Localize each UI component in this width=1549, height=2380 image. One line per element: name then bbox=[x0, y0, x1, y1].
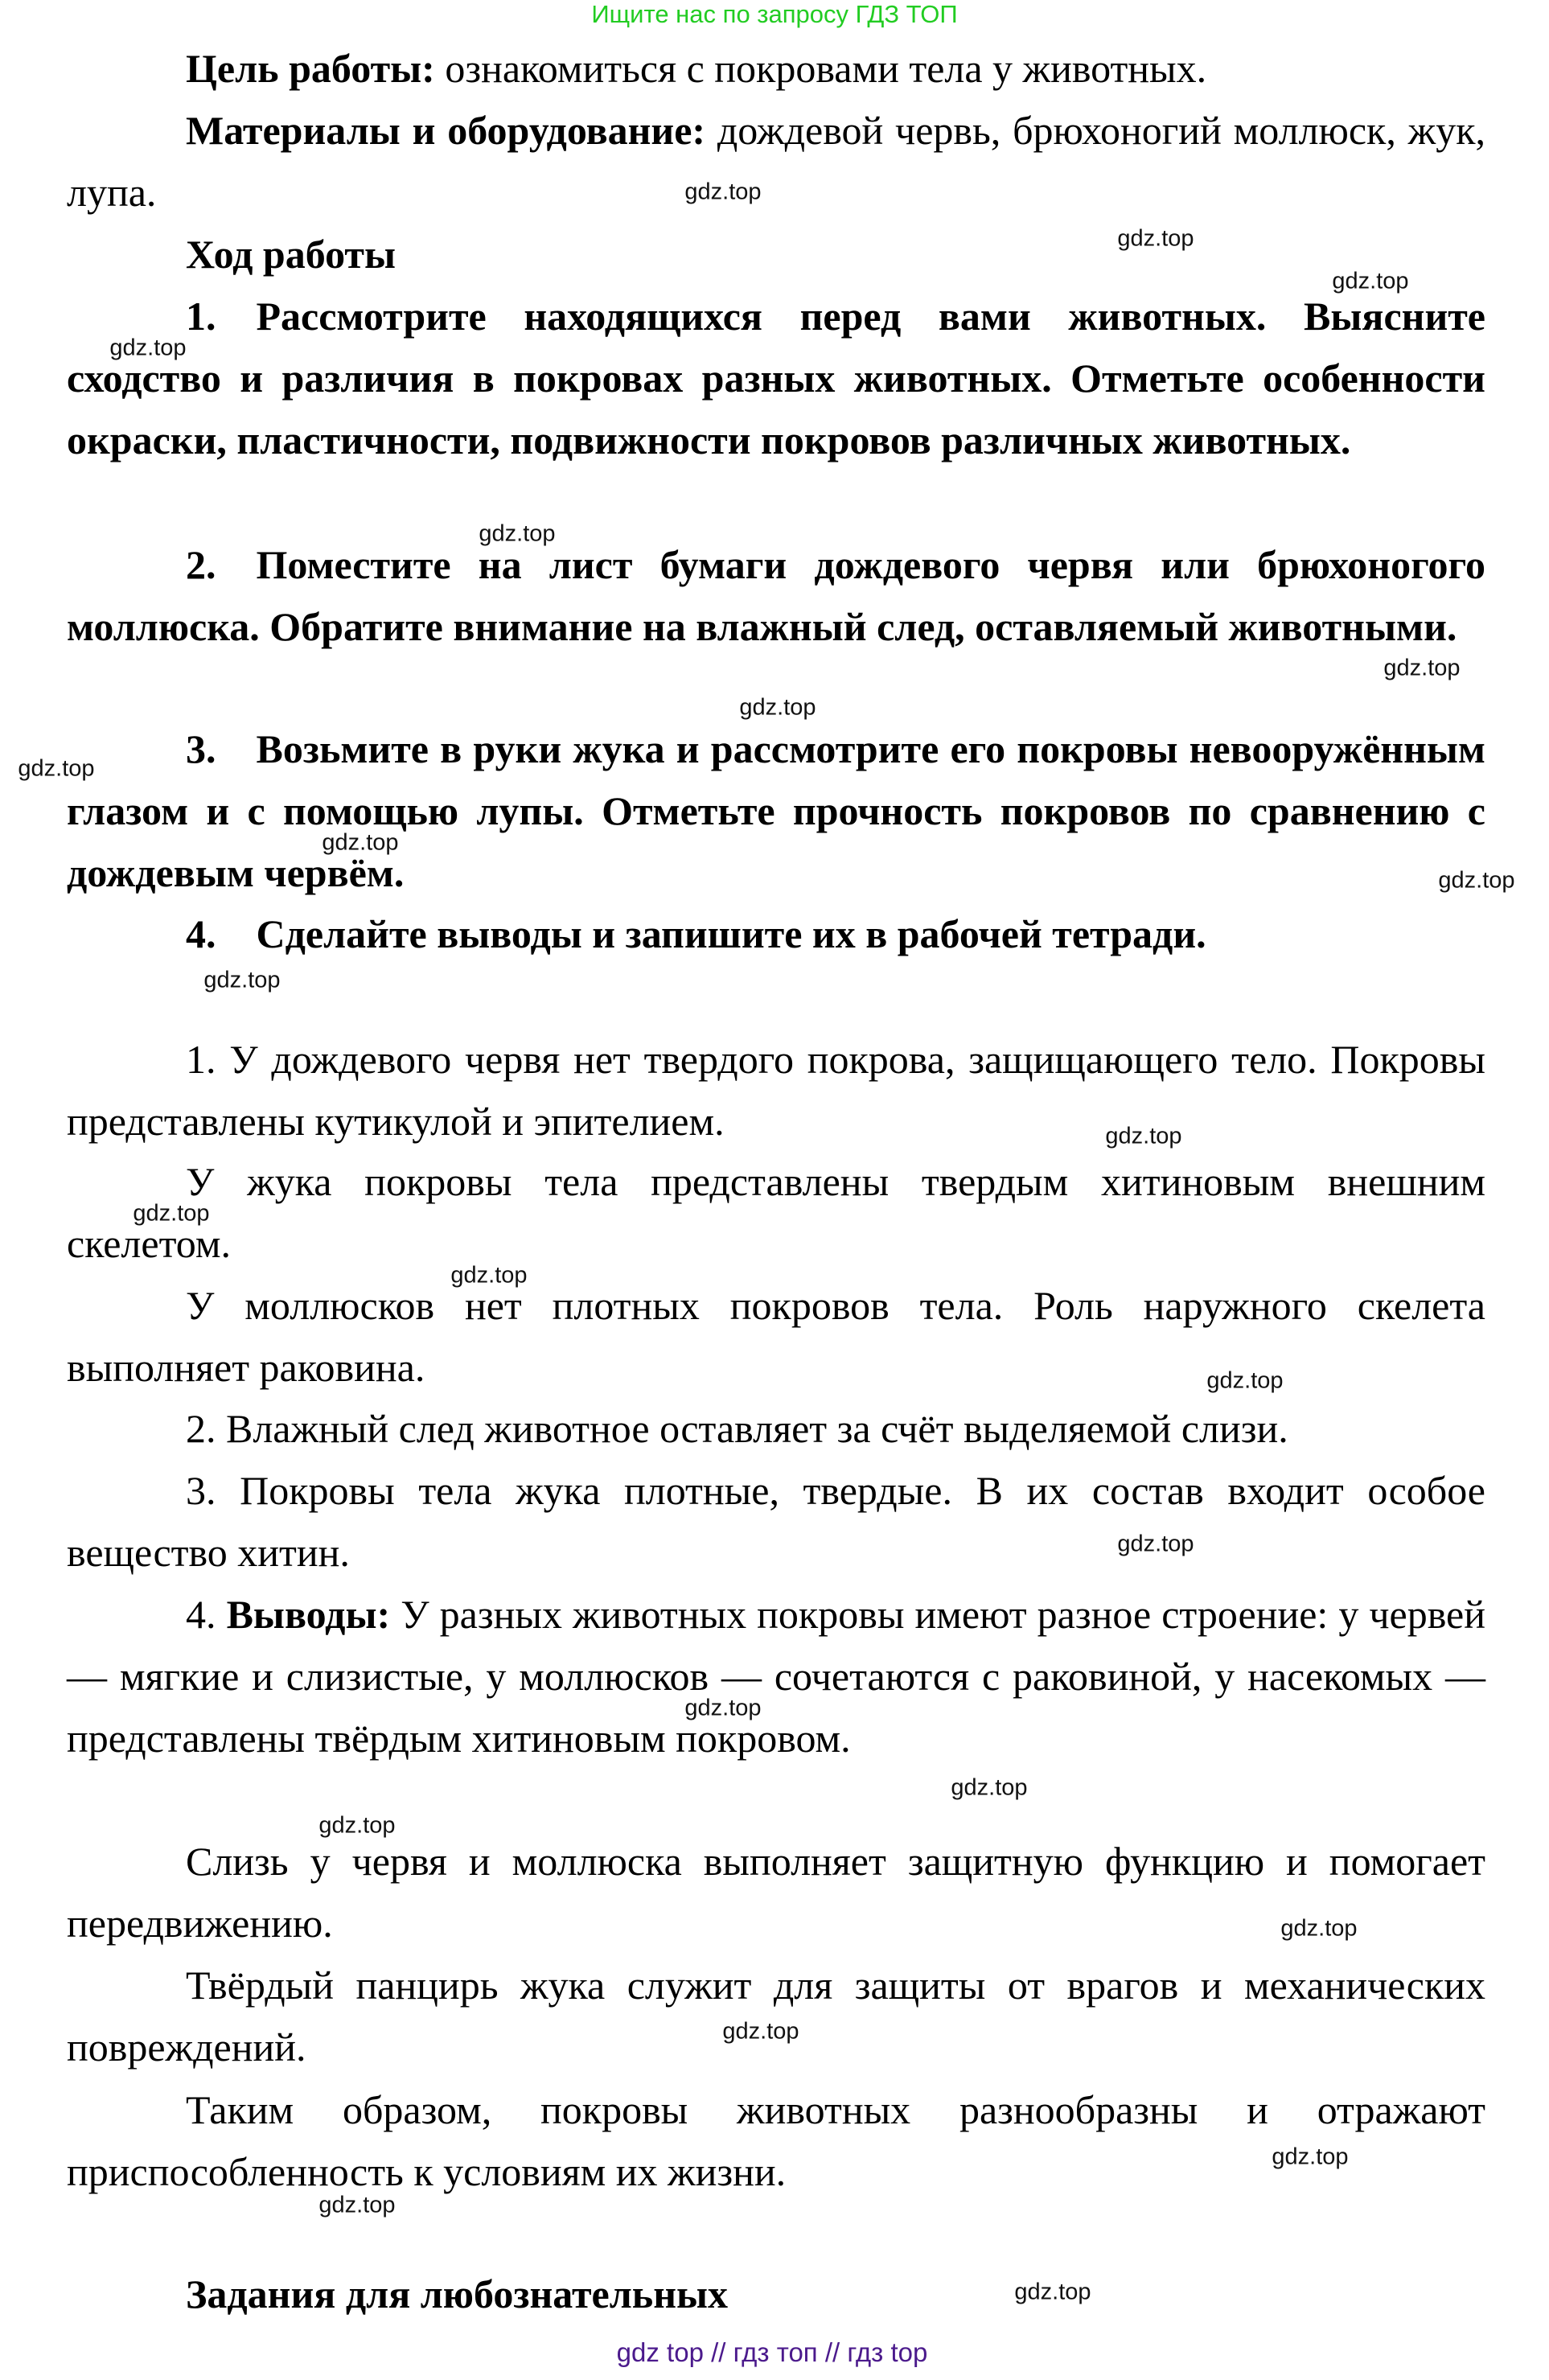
watermark: gdz.top bbox=[109, 335, 187, 361]
watermark: gdz.top bbox=[322, 829, 399, 856]
goal-label: Цель работы: bbox=[186, 46, 435, 91]
watermark: gdz.top bbox=[479, 520, 556, 547]
watermark: gdz.top bbox=[203, 967, 281, 993]
answer-4-summary: Таким образом, покровы животных разнообразны и отражают приспособленность к условиям их жизни. bbox=[67, 2087, 1485, 2194]
watermark: gdz.top bbox=[1014, 2279, 1091, 2305]
answer-4-text: У разных животных покровы имеют разное строение: у червей — мягкие и слизистые, у моллюсков — сочетаются с раковиной, у насекомых — представлены твёрдым хитиновым покровом. bbox=[67, 1592, 1485, 1761]
watermark: gdz.top bbox=[739, 694, 816, 721]
materials-paragraph bbox=[67, 100, 1485, 224]
watermark: gdz.top bbox=[1117, 225, 1194, 252]
watermark: gdz.top bbox=[318, 1812, 396, 1839]
answer-4-number: 4. bbox=[186, 1592, 227, 1637]
watermark: gdz.top bbox=[1105, 1123, 1182, 1149]
watermark: gdz.top bbox=[450, 1262, 528, 1289]
goal-paragraph bbox=[67, 38, 1485, 100]
watermark: gdz.top bbox=[1206, 1367, 1284, 1394]
watermark: gdz.top bbox=[1438, 867, 1515, 894]
step-1: 1. Рассмотрите находящихся перед вами животных. Выясните сходство и различия в покровах разных животных. Отметьте особенности окраски, пластичности, подвижности покровов различных животных. bbox=[67, 294, 1485, 462]
watermark: gdz.top bbox=[18, 755, 95, 782]
goal-text: ознакомиться с покровами тела у животных. bbox=[434, 46, 1207, 91]
answer-3: 3. Покровы тела жука плотные, твердые. В их состав входит особое вещество хитин. bbox=[67, 1468, 1485, 1575]
answer-1-mollusc: У моллюсков нет плотных покровов тела. Роль наружного скелета выполняет раковина. bbox=[67, 1283, 1485, 1390]
conclusions-label: Выводы: bbox=[226, 1592, 391, 1637]
curious-tasks-heading: Задания для любознательных bbox=[186, 2271, 729, 2316]
step-3: 3. Возьмите в руки жука и рассмотрите его покровы невооружённым глазом и с помощью лупы. Отметьте прочность покровов по сравнению с дождевым червём. bbox=[67, 726, 1485, 895]
watermark: gdz.top bbox=[1332, 268, 1409, 294]
answer-4 bbox=[67, 1584, 1485, 1770]
step-4: 4. Сделайте выводы и запишите их в рабочей тетради. bbox=[186, 911, 1206, 956]
watermark: gdz.top bbox=[133, 1200, 210, 1227]
materials-text: дождевой червь, брюхоногий моллюск, жук, лупа. bbox=[67, 108, 1485, 215]
answer-1-beetle: У жука покровы тела представлены твердым хитиновым внешним скелетом. bbox=[67, 1159, 1485, 1266]
procedure-heading: Ход работы bbox=[186, 232, 396, 277]
answer-4-mucus: Слизь у червя и моллюска выполняет защитную функцию и помогает передвижению. bbox=[67, 1839, 1485, 1946]
search-banner: Ищите нас по запросу ГДЗ ТОП bbox=[591, 0, 958, 28]
watermark: gdz.top bbox=[1280, 1915, 1358, 1942]
watermark: gdz.top bbox=[684, 179, 762, 205]
answer-1: 1. У дождевого червя нет твердого покрова, защищающего тело. Покровы представлены кутикулой и эпителием. bbox=[67, 1037, 1485, 1144]
answer-4-shell: Твёрдый панцирь жука служит для защиты от врагов и механических повреждений. bbox=[67, 1963, 1485, 2070]
materials-label: Материалы и оборудование: bbox=[186, 108, 706, 153]
watermark: gdz.top bbox=[951, 1774, 1028, 1801]
watermark: gdz.top bbox=[1383, 655, 1461, 681]
answer-2: 2. Влажный след животное оставляет за счёт выделяемой слизи. bbox=[186, 1406, 1288, 1451]
watermark: gdz.top bbox=[684, 1695, 762, 1721]
watermark: gdz.top bbox=[1272, 2144, 1349, 2170]
step-2: 2. Поместите на лист бумаги дождевого червя или брюхоногого моллюска. Обратите внимание на влажный след, оставляемый животными. bbox=[67, 542, 1485, 649]
watermark: gdz.top bbox=[722, 2018, 799, 2045]
watermark: gdz.top bbox=[318, 2192, 396, 2218]
watermark: gdz.top bbox=[1117, 1531, 1194, 1557]
footer-banner: gdz top // гдз топ // гдз top bbox=[616, 2337, 928, 2367]
